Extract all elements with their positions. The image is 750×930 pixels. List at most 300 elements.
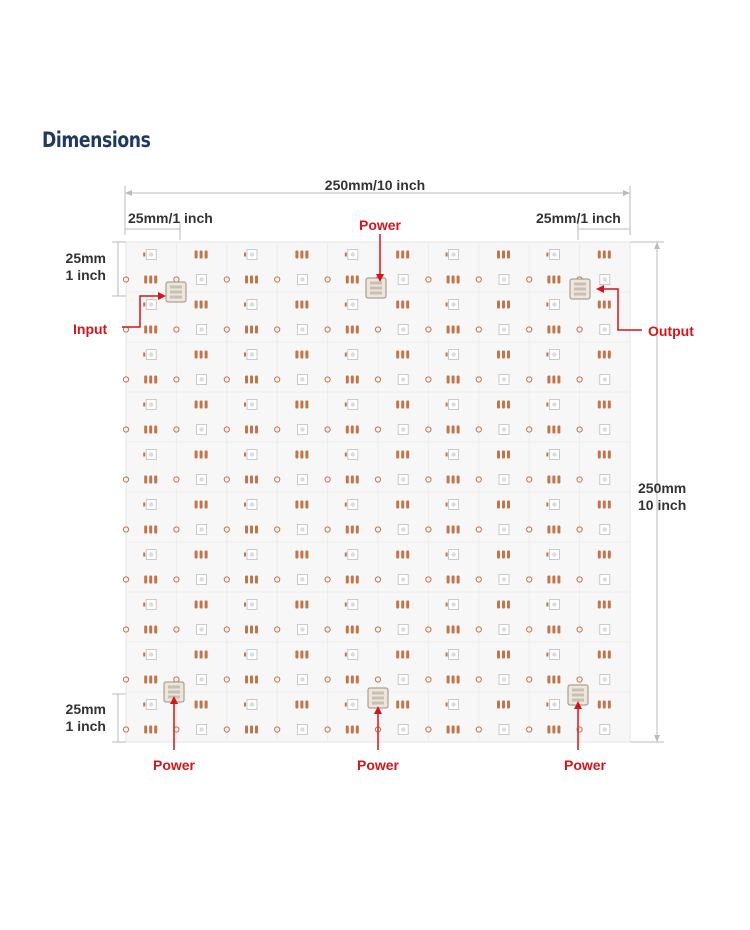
solder-pads xyxy=(497,401,510,409)
led-pad xyxy=(345,553,347,557)
led-lens xyxy=(250,252,254,256)
connector-pin xyxy=(370,282,382,285)
pad xyxy=(452,476,455,484)
pad xyxy=(305,251,308,259)
led-lens xyxy=(300,627,304,631)
pad xyxy=(295,701,298,709)
led-lens xyxy=(300,677,304,681)
pad xyxy=(149,326,152,334)
led-pad xyxy=(143,703,145,707)
solder-pads xyxy=(497,601,510,609)
led-chip xyxy=(197,275,207,285)
led-chip xyxy=(297,425,307,435)
led-pad xyxy=(143,603,145,607)
solder-pads xyxy=(396,451,409,459)
pad xyxy=(154,626,157,634)
pad xyxy=(200,501,203,509)
pad xyxy=(603,351,606,359)
led-pad xyxy=(244,553,246,557)
led-lens xyxy=(603,327,607,331)
led-lens xyxy=(552,452,556,456)
led-lens xyxy=(250,652,254,656)
led-chip xyxy=(297,675,307,685)
led-lens xyxy=(603,577,607,581)
connector-pin xyxy=(372,697,384,700)
led-lens xyxy=(300,527,304,531)
led-pad xyxy=(446,403,448,407)
solder-pads xyxy=(497,251,510,259)
pad xyxy=(346,326,349,334)
led-lens xyxy=(552,502,556,506)
led-chip xyxy=(398,625,408,635)
pad xyxy=(245,576,248,584)
pad xyxy=(305,501,308,509)
solder-pads xyxy=(598,501,611,509)
pad xyxy=(396,501,399,509)
input-callout: Input xyxy=(73,321,108,337)
led-pad xyxy=(244,603,246,607)
led-chip xyxy=(398,325,408,335)
pad xyxy=(205,301,208,309)
led-lens xyxy=(401,527,405,531)
solder-pads xyxy=(245,676,258,684)
pad xyxy=(547,476,550,484)
pad xyxy=(346,726,349,734)
pad xyxy=(502,651,505,659)
pad xyxy=(401,301,404,309)
pad xyxy=(598,651,601,659)
pad xyxy=(447,326,450,334)
led-lens xyxy=(351,652,355,656)
solder-pads xyxy=(396,251,409,259)
pad xyxy=(154,676,157,684)
led-lens xyxy=(300,277,304,281)
led-lens xyxy=(552,652,556,656)
pad xyxy=(295,401,298,409)
pad xyxy=(154,276,157,284)
solder-pads xyxy=(346,376,359,384)
pad xyxy=(300,401,303,409)
led-lens xyxy=(351,352,355,356)
led-pad xyxy=(143,353,145,357)
pad xyxy=(447,276,450,284)
led-lens xyxy=(199,477,203,481)
led-chip xyxy=(197,675,207,685)
connector-pin xyxy=(572,689,584,692)
led-lens xyxy=(199,727,203,731)
led-chip xyxy=(297,275,307,285)
led-lens xyxy=(199,627,203,631)
solder-pads xyxy=(598,601,611,609)
led-chip xyxy=(197,575,207,585)
led-lens xyxy=(199,577,203,581)
led-lens xyxy=(401,327,405,331)
solder-pads xyxy=(245,376,258,384)
pad xyxy=(457,676,460,684)
pad xyxy=(557,376,560,384)
connector-pin xyxy=(370,292,382,295)
pad xyxy=(346,426,349,434)
pad xyxy=(507,401,510,409)
pad xyxy=(144,376,147,384)
led-lens xyxy=(451,702,455,706)
pad xyxy=(245,676,248,684)
pad xyxy=(608,601,611,609)
pad xyxy=(154,526,157,534)
pad xyxy=(552,676,555,684)
pad xyxy=(351,276,354,284)
led-lens xyxy=(250,352,254,356)
pad xyxy=(149,726,152,734)
led-pad xyxy=(446,303,448,307)
pad xyxy=(346,376,349,384)
pad xyxy=(507,701,510,709)
pad xyxy=(351,676,354,684)
pad xyxy=(200,401,203,409)
solder-pads xyxy=(195,551,208,559)
led-lens xyxy=(451,652,455,656)
led-chip xyxy=(398,575,408,585)
pad xyxy=(547,426,550,434)
solder-pads xyxy=(295,351,308,359)
pad xyxy=(497,501,500,509)
pad xyxy=(200,701,203,709)
pad xyxy=(507,251,510,259)
solder-pads xyxy=(598,701,611,709)
led-lens xyxy=(300,377,304,381)
pad xyxy=(603,401,606,409)
solder-pads xyxy=(497,701,510,709)
led-pad xyxy=(345,403,347,407)
led-pad xyxy=(143,503,145,507)
pad xyxy=(447,426,450,434)
led-lens xyxy=(199,327,203,331)
pad xyxy=(154,726,157,734)
pad xyxy=(552,376,555,384)
power-bottom-center-connector xyxy=(368,688,388,708)
total-height-label xyxy=(638,480,686,514)
pad xyxy=(195,551,198,559)
pad xyxy=(295,601,298,609)
solder-pads xyxy=(547,676,560,684)
right-offset-label: 25mm/1 inch xyxy=(536,210,621,226)
pad xyxy=(552,726,555,734)
pad xyxy=(497,601,500,609)
led-lens xyxy=(603,427,607,431)
led-pad xyxy=(244,653,246,657)
solder-pads xyxy=(346,676,359,684)
pad xyxy=(447,626,450,634)
led-pad xyxy=(546,503,548,507)
led-lens xyxy=(149,502,153,506)
led-pad xyxy=(143,653,145,657)
led-pad xyxy=(345,703,347,707)
pad xyxy=(598,251,601,259)
solder-pads xyxy=(598,451,611,459)
pad xyxy=(250,376,253,384)
solder-pads xyxy=(295,551,308,559)
led-lens xyxy=(149,702,153,706)
pad xyxy=(406,251,409,259)
pad xyxy=(245,426,248,434)
led-pad xyxy=(446,703,448,707)
led-pad xyxy=(244,353,246,357)
solder-pads xyxy=(447,576,460,584)
left-offset-label: 25mm/1 inch xyxy=(128,210,213,226)
pad xyxy=(346,526,349,534)
pad xyxy=(356,376,359,384)
solder-pads xyxy=(295,301,308,309)
pad xyxy=(356,476,359,484)
pad xyxy=(396,651,399,659)
pad xyxy=(552,276,555,284)
pad xyxy=(195,401,198,409)
led-lens xyxy=(603,727,607,731)
led-chip xyxy=(600,675,610,685)
led-chip xyxy=(499,325,509,335)
pad xyxy=(401,651,404,659)
led-pad xyxy=(345,253,347,257)
power-bottom-center-callout: Power xyxy=(356,757,399,773)
solder-pads xyxy=(346,626,359,634)
led-lens xyxy=(351,552,355,556)
pad xyxy=(608,301,611,309)
led-lens xyxy=(250,702,254,706)
solder-pads xyxy=(195,651,208,659)
pad xyxy=(356,326,359,334)
led-lens xyxy=(300,427,304,431)
solder-pads xyxy=(346,326,359,334)
led-lens xyxy=(552,402,556,406)
pad xyxy=(295,251,298,259)
pad xyxy=(552,426,555,434)
pad xyxy=(144,676,147,684)
pad xyxy=(608,401,611,409)
connector-pin xyxy=(372,702,384,705)
pad xyxy=(305,401,308,409)
pad xyxy=(351,476,354,484)
pad xyxy=(200,651,203,659)
pad xyxy=(149,676,152,684)
pad xyxy=(305,601,308,609)
led-lens xyxy=(451,402,455,406)
pad xyxy=(497,551,500,559)
pad xyxy=(603,501,606,509)
solder-pads xyxy=(447,676,460,684)
solder-pads xyxy=(598,251,611,259)
solder-pads xyxy=(346,476,359,484)
solder-pads xyxy=(547,276,560,284)
pad xyxy=(205,501,208,509)
pad xyxy=(598,501,601,509)
pad xyxy=(255,676,258,684)
led-chip xyxy=(499,375,509,385)
pad xyxy=(447,576,450,584)
pad xyxy=(447,476,450,484)
led-lens xyxy=(149,602,153,606)
bottom-offset-inch: 1 inch xyxy=(65,718,106,734)
pad xyxy=(457,726,460,734)
pad xyxy=(603,301,606,309)
led-lens xyxy=(199,677,203,681)
pad xyxy=(305,351,308,359)
led-lens xyxy=(300,327,304,331)
pad xyxy=(547,526,550,534)
led-lens xyxy=(250,602,254,606)
led-lens xyxy=(199,427,203,431)
pad xyxy=(552,576,555,584)
pad xyxy=(154,376,157,384)
led-lens xyxy=(351,502,355,506)
solder-pads xyxy=(598,651,611,659)
pad xyxy=(507,501,510,509)
solder-pads xyxy=(447,726,460,734)
led-chip xyxy=(600,375,610,385)
pad xyxy=(250,576,253,584)
pad xyxy=(255,376,258,384)
pad xyxy=(396,451,399,459)
pad xyxy=(351,626,354,634)
led-pad xyxy=(143,403,145,407)
led-chip xyxy=(499,725,509,735)
pad xyxy=(144,326,147,334)
pad xyxy=(205,651,208,659)
pad xyxy=(557,576,560,584)
pad xyxy=(603,651,606,659)
pad xyxy=(250,726,253,734)
pad xyxy=(300,451,303,459)
connector-pin xyxy=(168,686,180,689)
pad xyxy=(255,576,258,584)
led-chip xyxy=(398,475,408,485)
led-chip xyxy=(600,275,610,285)
bottom-offset-mm: 25mm xyxy=(65,701,106,717)
led-lens xyxy=(552,252,556,256)
led-lens xyxy=(401,477,405,481)
pad xyxy=(401,551,404,559)
pad xyxy=(452,276,455,284)
pad xyxy=(149,376,152,384)
led-pad xyxy=(244,503,246,507)
pad xyxy=(396,601,399,609)
led-lens xyxy=(401,577,405,581)
total-height-inch: 10 inch xyxy=(638,497,687,513)
pad xyxy=(346,276,349,284)
led-lens xyxy=(351,252,355,256)
pad xyxy=(608,651,611,659)
led-chip xyxy=(297,575,307,585)
pad xyxy=(452,626,455,634)
led-chip xyxy=(398,275,408,285)
pad xyxy=(497,651,500,659)
pad xyxy=(401,251,404,259)
pad xyxy=(250,276,253,284)
led-lens xyxy=(351,452,355,456)
pad xyxy=(502,551,505,559)
pad xyxy=(195,501,198,509)
total-width-label: 250mm/10 inch xyxy=(324,177,426,193)
pad xyxy=(603,701,606,709)
pad xyxy=(406,451,409,459)
led-pad xyxy=(244,253,246,257)
solder-pads xyxy=(245,726,258,734)
led-pad xyxy=(446,553,448,557)
led-lens xyxy=(401,277,405,281)
pad xyxy=(557,726,560,734)
solder-pads xyxy=(245,326,258,334)
pad xyxy=(502,351,505,359)
led-lens xyxy=(250,402,254,406)
led-chip xyxy=(499,575,509,585)
pad xyxy=(255,426,258,434)
pad xyxy=(547,276,550,284)
led-lens xyxy=(502,627,506,631)
width-arrow-right xyxy=(623,190,630,196)
pad xyxy=(356,426,359,434)
pad xyxy=(598,701,601,709)
led-pad xyxy=(345,603,347,607)
solder-pads xyxy=(497,451,510,459)
led-lens xyxy=(603,377,607,381)
solder-pads xyxy=(245,576,258,584)
input-connector xyxy=(166,282,186,302)
pad xyxy=(144,276,147,284)
led-lens xyxy=(603,527,607,531)
solder-pads xyxy=(144,426,157,434)
pad xyxy=(452,726,455,734)
led-lens xyxy=(552,702,556,706)
pad xyxy=(351,376,354,384)
solder-pads xyxy=(598,551,611,559)
led-lens xyxy=(149,652,153,656)
led-pad xyxy=(446,453,448,457)
pad xyxy=(356,726,359,734)
pad xyxy=(396,551,399,559)
pad xyxy=(149,426,152,434)
led-pad xyxy=(143,303,145,307)
pad xyxy=(346,576,349,584)
pad xyxy=(507,651,510,659)
led-pad xyxy=(244,453,246,457)
pad xyxy=(406,601,409,609)
solder-pads xyxy=(346,426,359,434)
pad xyxy=(356,576,359,584)
pad xyxy=(401,401,404,409)
led-chip xyxy=(197,475,207,485)
pad xyxy=(552,326,555,334)
led-lens xyxy=(552,302,556,306)
solder-pads xyxy=(346,576,359,584)
pad xyxy=(497,701,500,709)
solder-pads xyxy=(447,426,460,434)
solder-pads xyxy=(396,651,409,659)
solder-pads xyxy=(547,526,560,534)
pad xyxy=(547,576,550,584)
width-arrow-left xyxy=(125,190,132,196)
led-chip xyxy=(197,725,207,735)
led-lens xyxy=(502,427,506,431)
led-pad xyxy=(446,253,448,257)
pad xyxy=(295,501,298,509)
pad xyxy=(557,476,560,484)
pad xyxy=(608,551,611,559)
solder-pads xyxy=(396,601,409,609)
pad xyxy=(457,276,460,284)
top-offset-label xyxy=(40,250,106,284)
pad xyxy=(447,376,450,384)
pad xyxy=(154,426,157,434)
led-lens xyxy=(451,452,455,456)
